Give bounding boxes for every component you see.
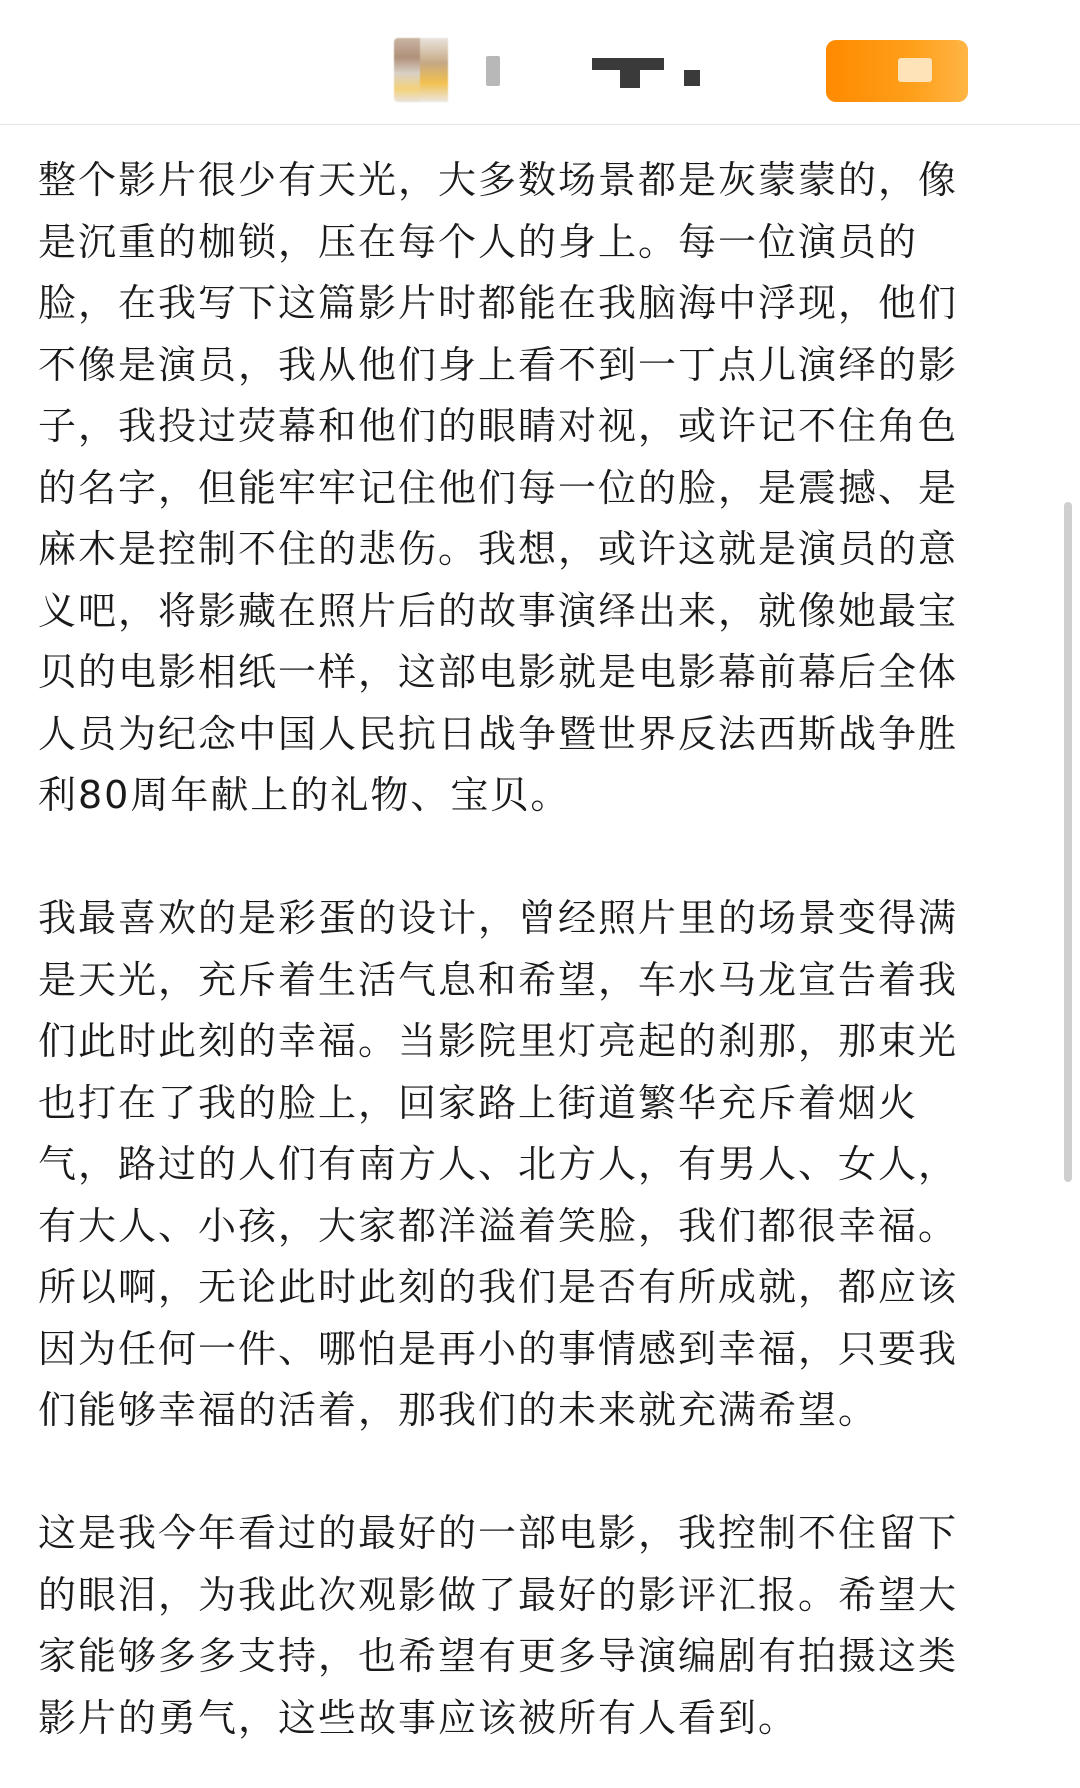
- redacted-mark: [486, 56, 500, 86]
- text-line: 也打在了我的脸上，回家路上街道繁华充斥着烟火: [38, 1080, 919, 1125]
- text-line: 是天光，充斥着生活气息和希望，车水马龙宣告着我: [38, 957, 959, 1002]
- text-line: 整个影片很少有天光，大多数场景都是灰蒙蒙的，像: [38, 158, 959, 202]
- text-line: 因为任何一件、哪怕是再小的事情感到幸福，只要我: [38, 1326, 959, 1371]
- text-line: 义吧，将影藏在照片后的故事演绎出来，就像她最宝: [38, 588, 959, 633]
- follow-button[interactable]: [826, 40, 968, 102]
- text-line: 麻木是控制不住的悲伤。我想，或许这就是演员的意: [38, 527, 959, 571]
- text-line: 有大人、小孩，大家都洋溢着笑脸，我们都很幸福。: [38, 1203, 959, 1248]
- text-line: 这是我今年看过的最好的一部电影，我控制不住留下: [38, 1511, 959, 1555]
- text-line: 气，路过的人们有南方人、北方人，有男人、女人，: [38, 1142, 959, 1186]
- paragraph-3: [38, 1503, 1028, 1749]
- text-line: 不像是演员，我从他们身上看不到一丁点儿演绎的影: [38, 342, 959, 387]
- text-line: 所以啊，无论此时此刻的我们是否有所成就，都应该: [38, 1265, 959, 1309]
- text-line: 的名字，但能牢牢记住他们每一位的脸，是震撼、是: [38, 465, 959, 510]
- text-line: 是沉重的枷锁，压在每个人的身上。每一位演员的: [38, 219, 919, 264]
- paragraph-2: [38, 888, 1028, 1442]
- article-body: [38, 150, 1028, 1749]
- text-line: 脸，在我写下这篇影片时都能在我脑海中浮现，他们: [38, 281, 959, 325]
- user-name-redacted-suffix: [684, 70, 700, 86]
- follow-button-label-redacted: [898, 58, 932, 82]
- text-line: 贝的电影相纸一样，这部电影就是电影幕前幕后全体: [38, 650, 959, 694]
- text-line: 们能够幸福的活着，那我们的未来就充满希望。: [38, 1388, 879, 1432]
- text-line: 家能够多多支持，也希望有更多导演编剧有拍摄这类: [38, 1634, 959, 1678]
- text-line: 的眼泪，为我此次观影做了最好的影评汇报。希望大: [38, 1572, 959, 1617]
- text-line: 人员为纪念中国人民抗日战争暨世界反法西斯战争胜: [38, 711, 959, 756]
- avatar[interactable]: [394, 38, 448, 102]
- text-line: 影片的勇气，这些故事应该被所有人看到。: [38, 1695, 799, 1740]
- text-line: 我最喜欢的是彩蛋的设计，曾经照片里的场景变得满: [38, 896, 959, 940]
- text-line: 利80周年献上的礼物、宝贝。: [38, 773, 571, 817]
- paragraph-1: [38, 150, 1028, 827]
- post-header: [0, 0, 1080, 125]
- scrollbar[interactable]: [1064, 502, 1072, 1182]
- text-line: 们此时此刻的幸福。当影院里灯亮起的刹那，那束光: [38, 1019, 959, 1063]
- text-line: 子，我投过荧幕和他们的眼睛对视，或许记不住角色: [38, 404, 959, 448]
- user-name-redacted[interactable]: [592, 54, 664, 88]
